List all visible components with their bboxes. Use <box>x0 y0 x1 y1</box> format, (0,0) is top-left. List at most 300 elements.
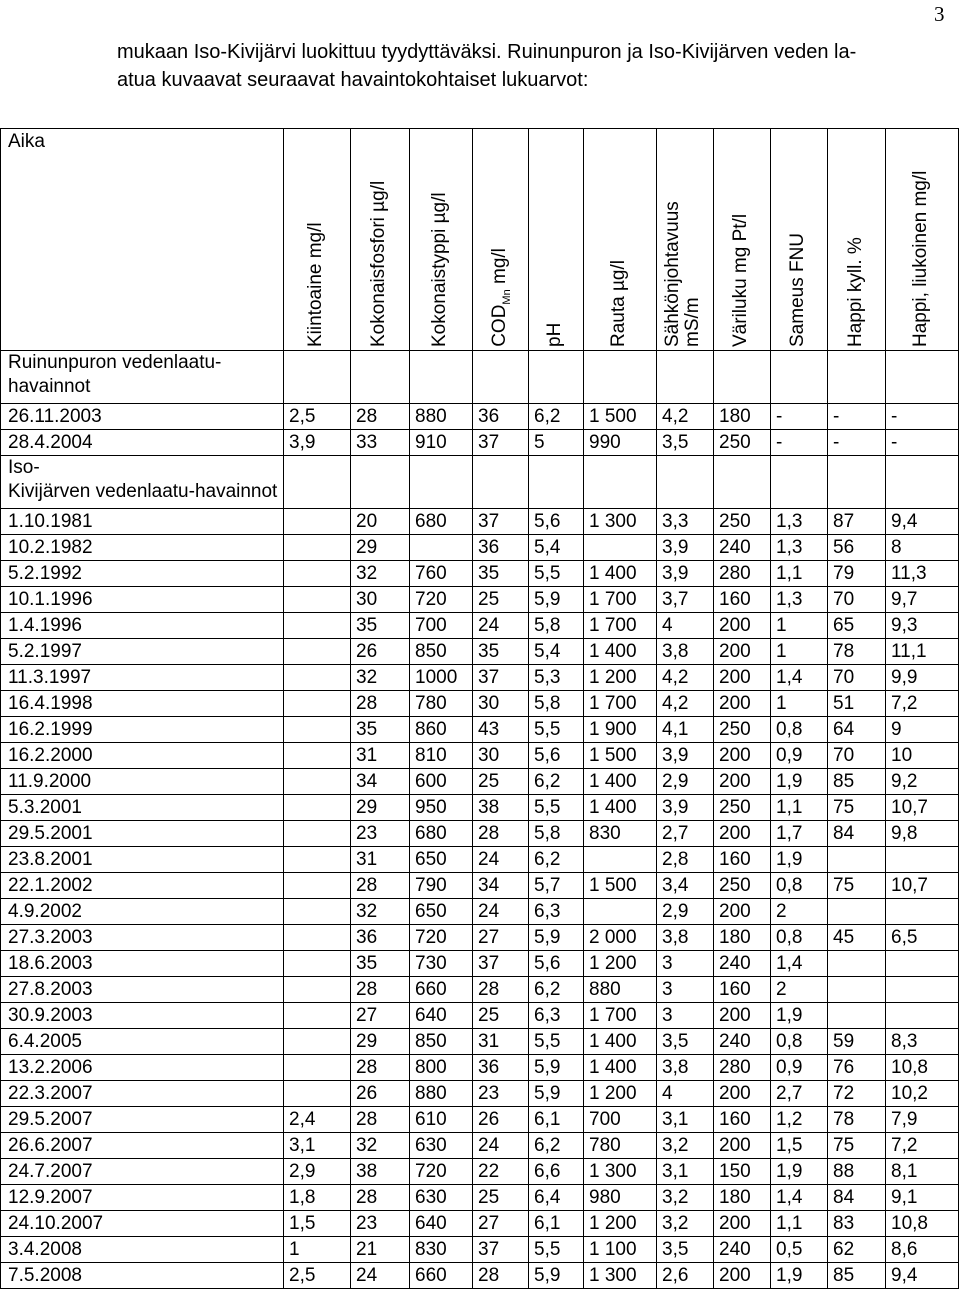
value-cell: 790 <box>410 873 473 899</box>
value-cell: 200 <box>714 639 771 665</box>
empty-cell <box>886 351 959 404</box>
value-cell: 720 <box>410 925 473 951</box>
table-row <box>1 1003 959 1029</box>
value-cell: 9,4 <box>886 509 959 535</box>
value-cell <box>284 977 351 1003</box>
value-cell <box>284 795 351 821</box>
value-cell: 0,9 <box>771 1055 828 1081</box>
empty-cell <box>584 456 657 509</box>
value-cell: 2,5 <box>284 404 351 430</box>
value-cell: 880 <box>584 977 657 1003</box>
date-cell: 6.4.2005 <box>1 1029 284 1055</box>
value-cell: 6,6 <box>529 1159 584 1185</box>
value-cell: 43 <box>473 717 529 743</box>
col-header-happi-kyll: Happi kyll. % <box>828 129 886 351</box>
value-cell: 29 <box>351 795 410 821</box>
value-cell <box>284 951 351 977</box>
value-cell: 1,7 <box>771 821 828 847</box>
empty-cell <box>828 351 886 404</box>
value-cell: 62 <box>828 1237 886 1263</box>
value-cell: 83 <box>828 1211 886 1237</box>
value-cell: 11,1 <box>886 639 959 665</box>
value-cell <box>284 821 351 847</box>
value-cell: 65 <box>828 613 886 639</box>
table-row <box>1 899 959 925</box>
value-cell: 26 <box>473 1107 529 1133</box>
table-row <box>1 613 959 639</box>
water-quality-table <box>0 128 959 1289</box>
value-cell: 3,8 <box>657 1055 714 1081</box>
value-cell: 20 <box>351 509 410 535</box>
value-cell: 24 <box>473 847 529 873</box>
value-cell <box>284 769 351 795</box>
value-cell <box>284 1055 351 1081</box>
value-cell: 630 <box>410 1133 473 1159</box>
empty-cell <box>284 456 351 509</box>
date-cell: 23.8.2001 <box>1 847 284 873</box>
value-cell: 3,4 <box>657 873 714 899</box>
value-cell: 3,2 <box>657 1133 714 1159</box>
value-cell: 200 <box>714 821 771 847</box>
date-cell: 1.10.1981 <box>1 509 284 535</box>
value-cell: 200 <box>714 665 771 691</box>
value-cell: 3,8 <box>657 639 714 665</box>
value-cell: 84 <box>828 821 886 847</box>
col-header-variluku: Väriluku mg Pt/l <box>714 129 771 351</box>
empty-cell <box>351 456 410 509</box>
value-cell: 700 <box>584 1107 657 1133</box>
value-cell: 1,9 <box>771 1003 828 1029</box>
table-row <box>1 1081 959 1107</box>
header-row <box>1 129 959 351</box>
value-cell: 9,9 <box>886 665 959 691</box>
value-cell: 85 <box>828 1263 886 1289</box>
value-cell: 6,3 <box>529 1003 584 1029</box>
value-cell: 1,9 <box>771 1159 828 1185</box>
value-cell: - <box>886 430 959 456</box>
value-cell: 11,3 <box>886 561 959 587</box>
value-cell <box>886 899 959 925</box>
date-cell: 7.5.2008 <box>1 1263 284 1289</box>
value-cell: 1,3 <box>771 587 828 613</box>
value-cell: 2,6 <box>657 1263 714 1289</box>
date-cell: 5.2.1997 <box>1 639 284 665</box>
value-cell: 1 <box>771 613 828 639</box>
value-cell: 31 <box>351 743 410 769</box>
value-cell: 32 <box>351 1133 410 1159</box>
value-cell: 5,3 <box>529 665 584 691</box>
table-row <box>1 1029 959 1055</box>
section-header-row <box>1 456 959 509</box>
value-cell: 3,2 <box>657 1185 714 1211</box>
empty-cell <box>771 351 828 404</box>
col-header-sameus: Sameus FNU <box>771 129 828 351</box>
value-cell: 0,8 <box>771 717 828 743</box>
value-cell: 3 <box>657 951 714 977</box>
value-cell: - <box>886 404 959 430</box>
value-cell: 70 <box>828 743 886 769</box>
value-cell: 10,8 <box>886 1211 959 1237</box>
value-cell: 6,1 <box>529 1107 584 1133</box>
value-cell: 3,1 <box>657 1107 714 1133</box>
value-cell: 88 <box>828 1159 886 1185</box>
value-cell: 85 <box>828 769 886 795</box>
table-row <box>1 535 959 561</box>
value-cell: - <box>771 430 828 456</box>
value-cell: 21 <box>351 1237 410 1263</box>
value-cell: 75 <box>828 873 886 899</box>
value-cell <box>284 1081 351 1107</box>
section-title: Ruinunpuron vedenlaatu- havainnot <box>1 351 284 404</box>
value-cell: 650 <box>410 899 473 925</box>
date-cell: 3.4.2008 <box>1 1237 284 1263</box>
col-header-sahkonjohtavuus: Sähkönjohtavuus mS/m <box>657 129 714 351</box>
value-cell: 37 <box>473 665 529 691</box>
value-cell: 640 <box>410 1211 473 1237</box>
value-cell: 280 <box>714 1055 771 1081</box>
value-cell: 2,9 <box>657 899 714 925</box>
value-cell: 24 <box>473 899 529 925</box>
value-cell: 70 <box>828 665 886 691</box>
value-cell: 2,5 <box>284 1263 351 1289</box>
value-cell <box>828 1003 886 1029</box>
value-cell: 4,1 <box>657 717 714 743</box>
empty-cell <box>886 456 959 509</box>
date-cell: 5.3.2001 <box>1 795 284 821</box>
value-cell: 850 <box>410 1029 473 1055</box>
value-cell: 1 900 <box>584 717 657 743</box>
value-cell: 1,9 <box>771 1263 828 1289</box>
value-cell <box>284 587 351 613</box>
value-cell: 36 <box>473 535 529 561</box>
value-cell: 28 <box>473 821 529 847</box>
date-cell: 24.7.2007 <box>1 1159 284 1185</box>
table-row <box>1 587 959 613</box>
value-cell: 1 <box>284 1237 351 1263</box>
value-cell: 3,9 <box>657 561 714 587</box>
value-cell: 5,5 <box>529 795 584 821</box>
value-cell: 35 <box>351 613 410 639</box>
value-cell: 5,6 <box>529 509 584 535</box>
empty-cell <box>714 456 771 509</box>
value-cell: 72 <box>828 1081 886 1107</box>
table-row <box>1 847 959 873</box>
date-cell: 16.2.2000 <box>1 743 284 769</box>
value-cell: 28 <box>351 1055 410 1081</box>
value-cell: 160 <box>714 977 771 1003</box>
value-cell <box>584 847 657 873</box>
value-cell <box>284 743 351 769</box>
value-cell: 1 100 <box>584 1237 657 1263</box>
table-row <box>1 1237 959 1263</box>
empty-cell <box>529 351 584 404</box>
value-cell: 24 <box>473 613 529 639</box>
value-cell: 650 <box>410 847 473 873</box>
value-cell: 280 <box>714 561 771 587</box>
value-cell: 1 700 <box>584 587 657 613</box>
value-cell: 34 <box>351 769 410 795</box>
table-row <box>1 821 959 847</box>
value-cell: 9,7 <box>886 587 959 613</box>
value-cell: 700 <box>410 613 473 639</box>
value-cell: 5,5 <box>529 1029 584 1055</box>
value-cell: 10,7 <box>886 873 959 899</box>
empty-cell <box>828 456 886 509</box>
value-cell: - <box>828 430 886 456</box>
value-cell: 200 <box>714 1003 771 1029</box>
date-cell: 12.9.2007 <box>1 1185 284 1211</box>
value-cell <box>284 1003 351 1029</box>
value-cell: 160 <box>714 847 771 873</box>
table-row <box>1 561 959 587</box>
value-cell: 1 200 <box>584 1081 657 1107</box>
value-cell: 1 400 <box>584 1029 657 1055</box>
value-cell: 5,9 <box>529 925 584 951</box>
value-cell: 1 400 <box>584 639 657 665</box>
value-cell: 3,1 <box>284 1133 351 1159</box>
value-cell: 28 <box>351 1185 410 1211</box>
col-header-kokonaisfosfori: Kokonaisfosfori µg/l <box>351 129 410 351</box>
value-cell: 70 <box>828 587 886 613</box>
value-cell: 27 <box>351 1003 410 1029</box>
col-header-kiintoaine: Kiintoaine mg/l <box>284 129 351 351</box>
date-cell: 18.6.2003 <box>1 951 284 977</box>
value-cell: 87 <box>828 509 886 535</box>
value-cell: 27 <box>473 925 529 951</box>
value-cell: 76 <box>828 1055 886 1081</box>
date-cell: 1.4.1996 <box>1 613 284 639</box>
value-cell <box>284 561 351 587</box>
value-cell: 2,9 <box>657 769 714 795</box>
value-cell <box>828 951 886 977</box>
value-cell: 660 <box>410 1263 473 1289</box>
value-cell: 5,5 <box>529 717 584 743</box>
value-cell: 28 <box>351 977 410 1003</box>
value-cell: 1,3 <box>771 509 828 535</box>
value-cell: 980 <box>584 1185 657 1211</box>
value-cell: 180 <box>714 925 771 951</box>
value-cell: 1 500 <box>584 404 657 430</box>
value-cell: 25 <box>473 587 529 613</box>
value-cell: 1,4 <box>771 951 828 977</box>
value-cell: 880 <box>410 404 473 430</box>
value-cell: 240 <box>714 1029 771 1055</box>
date-cell: 26.11.2003 <box>1 404 284 430</box>
value-cell: 1 300 <box>584 509 657 535</box>
empty-cell <box>584 351 657 404</box>
empty-cell <box>284 351 351 404</box>
value-cell: - <box>771 404 828 430</box>
value-cell: 800 <box>410 1055 473 1081</box>
date-cell: 16.4.1998 <box>1 691 284 717</box>
value-cell: 5,9 <box>529 1081 584 1107</box>
value-cell: 31 <box>473 1029 529 1055</box>
value-cell: 9,4 <box>886 1263 959 1289</box>
value-cell: 78 <box>828 1107 886 1133</box>
value-cell: 9,1 <box>886 1185 959 1211</box>
value-cell: 23 <box>351 821 410 847</box>
value-cell: 760 <box>410 561 473 587</box>
value-cell: 9,8 <box>886 821 959 847</box>
date-cell: 27.3.2003 <box>1 925 284 951</box>
table-row <box>1 795 959 821</box>
value-cell: 5,8 <box>529 821 584 847</box>
value-cell: 0,9 <box>771 743 828 769</box>
value-cell: 2,7 <box>657 821 714 847</box>
value-cell <box>284 847 351 873</box>
value-cell: 8 <box>886 535 959 561</box>
date-cell: 29.5.2001 <box>1 821 284 847</box>
date-cell: 30.9.2003 <box>1 1003 284 1029</box>
value-cell: 64 <box>828 717 886 743</box>
value-cell: 51 <box>828 691 886 717</box>
value-cell: 720 <box>410 1159 473 1185</box>
value-cell: 10,2 <box>886 1081 959 1107</box>
value-cell: 1 300 <box>584 1263 657 1289</box>
col-header-rauta: Rauta µg/l <box>584 129 657 351</box>
value-cell: 3,9 <box>284 430 351 456</box>
value-cell <box>886 977 959 1003</box>
value-cell: 3 <box>657 1003 714 1029</box>
value-cell: 5,4 <box>529 535 584 561</box>
value-cell: 5,8 <box>529 613 584 639</box>
value-cell: 35 <box>473 639 529 665</box>
value-cell: 180 <box>714 1185 771 1211</box>
value-cell: 6,2 <box>529 1133 584 1159</box>
value-cell: 4 <box>657 1081 714 1107</box>
value-cell: 250 <box>714 873 771 899</box>
value-cell: 35 <box>351 717 410 743</box>
value-cell: 9,2 <box>886 769 959 795</box>
value-cell: 780 <box>410 691 473 717</box>
value-cell: 6,2 <box>529 847 584 873</box>
value-cell: 3,5 <box>657 430 714 456</box>
value-cell: 38 <box>351 1159 410 1185</box>
value-cell: 160 <box>714 587 771 613</box>
value-cell: 22 <box>473 1159 529 1185</box>
value-cell: 5,4 <box>529 639 584 665</box>
value-cell: 32 <box>351 665 410 691</box>
value-cell: 990 <box>584 430 657 456</box>
value-cell: 37 <box>473 430 529 456</box>
value-cell: 84 <box>828 1185 886 1211</box>
table-row <box>1 691 959 717</box>
table-row <box>1 404 959 430</box>
value-cell: 8,1 <box>886 1159 959 1185</box>
value-cell: 25 <box>473 769 529 795</box>
value-cell <box>284 509 351 535</box>
value-cell: 6,2 <box>529 977 584 1003</box>
value-cell: 26 <box>351 1081 410 1107</box>
value-cell: 1,5 <box>284 1211 351 1237</box>
value-cell: 720 <box>410 587 473 613</box>
value-cell <box>284 925 351 951</box>
value-cell: 23 <box>351 1211 410 1237</box>
value-cell: 32 <box>351 561 410 587</box>
value-cell: 200 <box>714 1263 771 1289</box>
value-cell <box>410 535 473 561</box>
value-cell: 1,1 <box>771 561 828 587</box>
value-cell: 28 <box>351 404 410 430</box>
table-row <box>1 430 959 456</box>
table-row <box>1 1133 959 1159</box>
table-row <box>1 1211 959 1237</box>
value-cell: 5,9 <box>529 1055 584 1081</box>
value-cell: 3,3 <box>657 509 714 535</box>
value-cell: 9,3 <box>886 613 959 639</box>
value-cell: 240 <box>714 951 771 977</box>
value-cell: 610 <box>410 1107 473 1133</box>
value-cell: 2 000 <box>584 925 657 951</box>
value-cell: 200 <box>714 1081 771 1107</box>
value-cell: 78 <box>828 639 886 665</box>
value-cell: 1 500 <box>584 873 657 899</box>
date-cell: 27.8.2003 <box>1 977 284 1003</box>
value-cell <box>284 613 351 639</box>
value-cell: 200 <box>714 691 771 717</box>
value-cell: 1 <box>771 691 828 717</box>
value-cell: 6,2 <box>529 769 584 795</box>
value-cell: 0,8 <box>771 873 828 899</box>
value-cell: 3,5 <box>657 1029 714 1055</box>
value-cell: 4,2 <box>657 665 714 691</box>
value-cell: 1 <box>771 639 828 665</box>
value-cell <box>284 665 351 691</box>
value-cell: 35 <box>473 561 529 587</box>
empty-cell <box>351 351 410 404</box>
page-number: 3 <box>934 2 945 26</box>
value-cell <box>284 639 351 665</box>
value-cell: 1,9 <box>771 847 828 873</box>
value-cell: 240 <box>714 535 771 561</box>
value-cell: 240 <box>714 1237 771 1263</box>
value-cell: 200 <box>714 613 771 639</box>
value-cell: 3,8 <box>657 925 714 951</box>
value-cell: 25 <box>473 1003 529 1029</box>
section-header-row <box>1 351 959 404</box>
value-cell: 34 <box>473 873 529 899</box>
value-cell: 0,5 <box>771 1237 828 1263</box>
value-cell: 250 <box>714 717 771 743</box>
empty-cell <box>410 456 473 509</box>
value-cell: 1,3 <box>771 535 828 561</box>
value-cell: 28 <box>351 873 410 899</box>
date-cell: 11.3.1997 <box>1 665 284 691</box>
date-cell: 10.2.1982 <box>1 535 284 561</box>
value-cell: 9 <box>886 717 959 743</box>
value-cell: - <box>828 404 886 430</box>
value-cell: 850 <box>410 639 473 665</box>
value-cell: 1 700 <box>584 1003 657 1029</box>
value-cell: 250 <box>714 795 771 821</box>
value-cell: 5,6 <box>529 951 584 977</box>
date-cell: 24.10.2007 <box>1 1211 284 1237</box>
value-cell: 10,8 <box>886 1055 959 1081</box>
date-cell: 13.2.2006 <box>1 1055 284 1081</box>
table-row <box>1 1263 959 1289</box>
value-cell: 7,2 <box>886 691 959 717</box>
date-cell: 29.5.2007 <box>1 1107 284 1133</box>
value-cell: 6,3 <box>529 899 584 925</box>
value-cell: 5,7 <box>529 873 584 899</box>
date-cell: 11.9.2000 <box>1 769 284 795</box>
value-cell: 680 <box>410 821 473 847</box>
value-cell: 200 <box>714 769 771 795</box>
table-row <box>1 639 959 665</box>
value-cell: 1,1 <box>771 795 828 821</box>
value-cell: 3,9 <box>657 795 714 821</box>
value-cell <box>828 899 886 925</box>
